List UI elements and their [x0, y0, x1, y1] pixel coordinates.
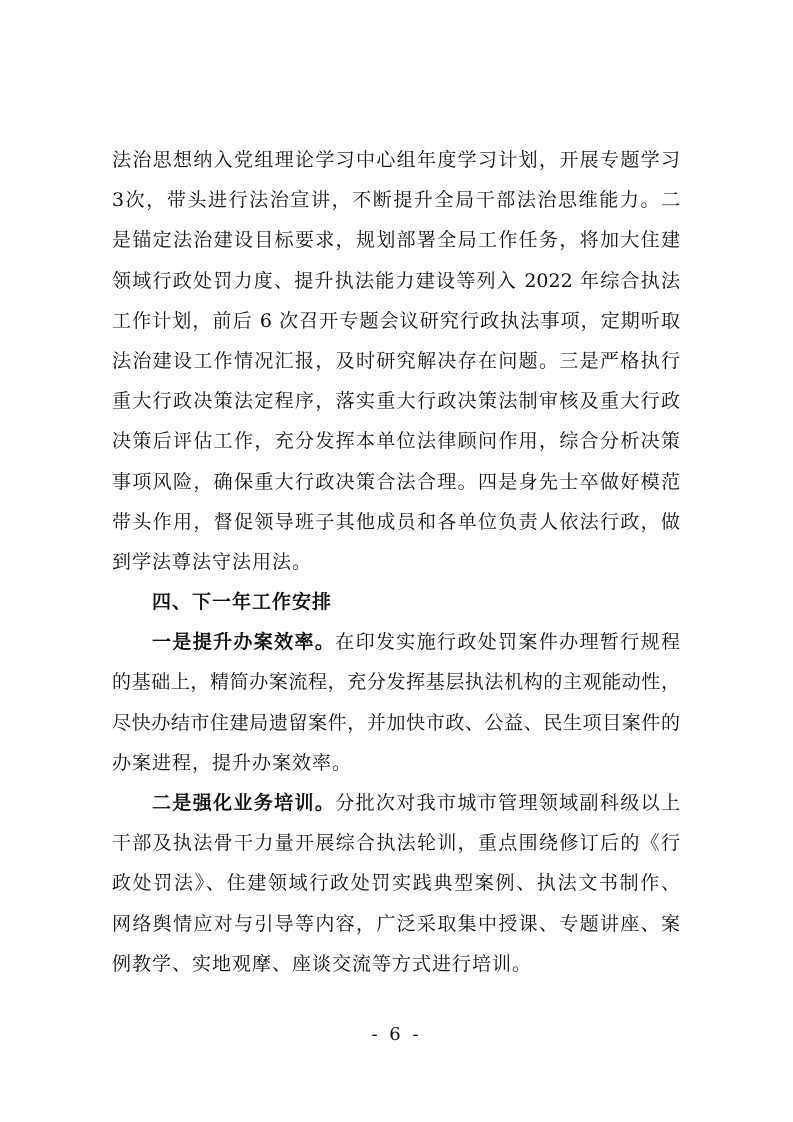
text-line [112, 622, 680, 662]
page-number: - 6 - [371, 1024, 422, 1045]
text-line: 工作计划，前后 6 次召开专题会议研究行政执法事项，定期听取 [112, 309, 680, 332]
text-line: 法治建设工作情况汇报，及时研究解决存在问题。三是严格执行 [112, 349, 680, 372]
paragraph-case-efficiency [112, 622, 680, 783]
text-line: 例教学、实地观摩、座谈交流等方式进行培训。 [112, 952, 533, 975]
text-line: 干部及执法骨干力量开展综合执法轮训，重点围绕修订后的《行 [112, 832, 680, 855]
section-heading: 四、下一年工作安排 [152, 591, 333, 614]
text-line: 网络舆情应对与引导等内容，广泛采取集中授课、专题讲座、案 [112, 912, 680, 935]
text-line: 到学法尊法守法用法。 [112, 550, 313, 573]
paragraph-text: 在印发实施行政处罚案件办理暂行规程 [335, 631, 680, 654]
text-line: 法治思想纳入党组理论学习中心组年度学习计划，开展专题学习 [112, 149, 680, 171]
paragraph-training [112, 783, 680, 984]
text-line: 办案进程，提升办案效率。 [112, 751, 353, 774]
paragraph-lead: 一是提升办案效率。 [152, 631, 336, 654]
document-body [112, 140, 680, 984]
text-line: 重大行政决策法定程序，落实重大行政决策法制审核及重大行政 [112, 390, 680, 413]
text-line: 事项风险，确保重大行政决策合法合理。四是身先士卒做好模范 [112, 470, 680, 493]
text-line: 是锚定法治建设目标要求，规划部署全局工作任务，将加大住建 [112, 229, 680, 252]
text-line: 决策后评估工作，充分发挥本单位法律顾问作用，综合分析决策 [112, 430, 680, 453]
text-line: 的基础上，精简办案流程，充分发挥基层执法机构的主观能动性， [112, 671, 680, 694]
text-line: 尽快办结市住建局遗留案件，并加快市政、公益、民生项目案件的 [112, 711, 680, 734]
text-line: 政处罚法》、住建领域行政处罚实践典型案例、执法文书制作、 [112, 872, 680, 895]
text-line [112, 783, 680, 823]
text-line: 带头作用，督促领导班子其他成员和各单位负责人依法行政，做 [112, 510, 680, 533]
paragraph-lead: 二是强化业务培训。 [152, 792, 336, 814]
text-line: 领域行政处罚力度、提升执法能力建设等列入 2022 年综合执法 [112, 269, 680, 292]
text-line: 3次，带头进行法治宣讲，不断提升全局干部法治思维能力。二 [112, 189, 680, 212]
paragraph-text: 分批次对我市城市管理领域副科级以上 [335, 792, 680, 814]
paragraph-rule-of-law-measures [112, 140, 680, 582]
